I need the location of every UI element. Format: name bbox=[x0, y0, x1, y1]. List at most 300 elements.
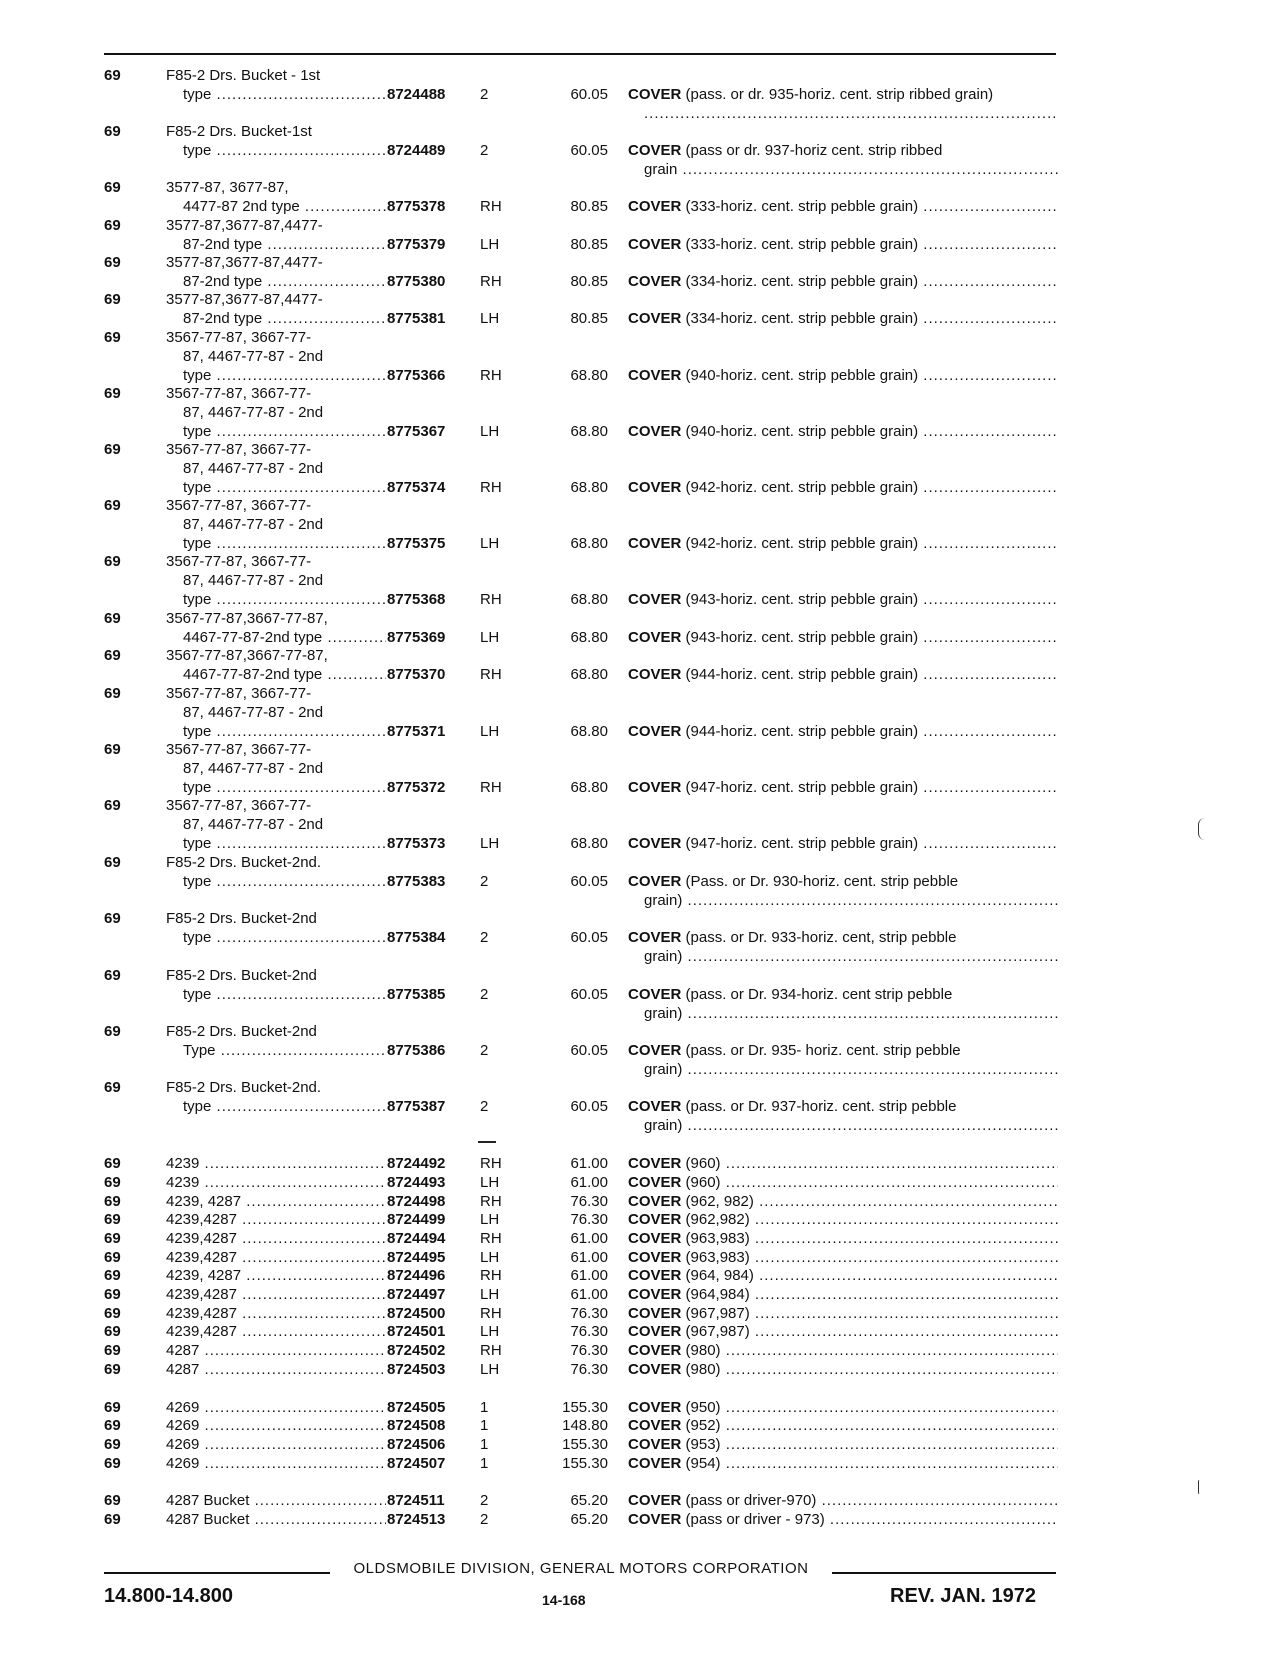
row-quantity: 2 bbox=[480, 86, 489, 103]
row-price: 61.00 bbox=[570, 1174, 608, 1191]
row-part-number: 8775387 bbox=[387, 1098, 446, 1115]
row-year: 69 bbox=[104, 329, 121, 346]
description-keyword: COVER bbox=[628, 273, 682, 290]
model-line: type ..... bbox=[166, 928, 386, 947]
description-text: (962,982) bbox=[685, 1211, 750, 1228]
row-model bbox=[166, 1248, 386, 1267]
description-keyword: COVER bbox=[628, 86, 682, 103]
description-text: grain) bbox=[644, 948, 683, 965]
row-price: 68.80 bbox=[570, 629, 608, 646]
description-line bbox=[628, 1435, 1058, 1454]
row-part-number: 8724488 bbox=[387, 86, 446, 103]
description-keyword: COVER bbox=[628, 1155, 682, 1172]
description-line bbox=[628, 928, 1058, 947]
row-year: 69 bbox=[104, 967, 121, 984]
scan-speck bbox=[1198, 818, 1205, 840]
row-quantity: LH bbox=[480, 1211, 500, 1228]
model-line: type ..... bbox=[166, 985, 386, 1004]
row-part-number: 8775386 bbox=[387, 1042, 446, 1059]
description-line bbox=[628, 985, 1058, 1004]
description-keyword: COVER bbox=[628, 835, 682, 852]
description-text: (960) bbox=[685, 1174, 721, 1191]
row-year: 69 bbox=[104, 1155, 121, 1172]
model-line: 87-2nd type ..... bbox=[166, 235, 386, 254]
row-quantity: RH bbox=[480, 479, 502, 496]
row-part-number: 8724507 bbox=[387, 1455, 446, 1472]
description-keyword: COVER bbox=[628, 929, 682, 946]
description-text: grain bbox=[644, 161, 678, 178]
description-line bbox=[628, 628, 1058, 647]
description-line bbox=[628, 1004, 1058, 1023]
row-description bbox=[628, 1341, 1058, 1360]
row-year: 69 bbox=[104, 1305, 121, 1322]
description-keyword: COVER bbox=[628, 1305, 682, 1322]
description-keyword: COVER bbox=[628, 1361, 682, 1378]
table-row bbox=[0, 966, 1284, 1026]
description-text: (pass. or dr. 935-horiz. cent. strip ribbed grain) bbox=[685, 86, 994, 103]
row-price: 80.85 bbox=[570, 236, 608, 253]
row-part-number: 8775375 bbox=[387, 535, 446, 552]
description-keyword: COVER bbox=[628, 1323, 682, 1340]
row-price: 61.00 bbox=[570, 1155, 608, 1172]
row-year: 69 bbox=[104, 1323, 121, 1340]
row-price: 65.20 bbox=[570, 1492, 608, 1509]
row-model bbox=[166, 1285, 386, 1304]
row-model bbox=[166, 178, 386, 216]
row-quantity: LH bbox=[480, 236, 500, 253]
model-line: 4287 Bucket ..... bbox=[166, 1510, 386, 1529]
row-year: 69 bbox=[104, 441, 121, 458]
row-quantity: 2 bbox=[480, 929, 489, 946]
row-model bbox=[166, 384, 386, 441]
row-quantity: RH bbox=[480, 273, 502, 290]
description-keyword: COVER bbox=[628, 236, 682, 253]
description-line bbox=[628, 160, 1058, 179]
row-part-number: 8775367 bbox=[387, 423, 446, 440]
row-price: 76.30 bbox=[570, 1305, 608, 1322]
model-line: 4239,4287 ..... bbox=[166, 1285, 386, 1304]
row-description bbox=[628, 1248, 1058, 1267]
model-line: 87, 4467-77-87 - 2nd bbox=[183, 816, 324, 833]
model-line: 4269 ..... bbox=[166, 1398, 386, 1417]
model-line: F85-2 Drs. Bucket-2nd bbox=[166, 967, 317, 984]
model-line: 4239,4287 ..... bbox=[166, 1322, 386, 1341]
description-keyword: COVER bbox=[628, 986, 682, 1003]
quantity-dash bbox=[478, 1141, 496, 1143]
model-line: 4239, 4287 ..... bbox=[166, 1192, 386, 1211]
description-line bbox=[628, 872, 1058, 891]
model-line: 87, 4467-77-87 - 2nd bbox=[183, 404, 324, 421]
description-line bbox=[628, 1322, 1058, 1341]
description-line bbox=[628, 197, 1058, 216]
row-quantity: 2 bbox=[480, 1098, 489, 1115]
description-line bbox=[628, 1454, 1058, 1473]
row-quantity: RH bbox=[480, 1155, 502, 1172]
description-text: (943-horiz. cent. strip pebble grain) bbox=[685, 591, 919, 608]
description-line bbox=[628, 235, 1058, 254]
row-quantity: RH bbox=[480, 1342, 502, 1359]
description-text: (950) bbox=[685, 1399, 721, 1416]
row-description bbox=[628, 928, 1058, 966]
row-part-number: 8775366 bbox=[387, 367, 446, 384]
row-price: 61.00 bbox=[570, 1286, 608, 1303]
row-description bbox=[628, 366, 1058, 385]
model-line: 4477-87 2nd type ..... bbox=[166, 197, 386, 216]
description-text: (953) bbox=[685, 1436, 721, 1453]
row-description bbox=[628, 309, 1058, 328]
model-line: 3567-77-87, 3667-77- bbox=[166, 385, 312, 402]
row-model bbox=[166, 216, 386, 254]
row-year: 69 bbox=[104, 1399, 121, 1416]
description-line bbox=[628, 1304, 1058, 1323]
description-keyword: COVER bbox=[628, 1436, 682, 1453]
row-year: 69 bbox=[104, 385, 121, 402]
row-price: 61.00 bbox=[570, 1267, 608, 1284]
description-keyword: COVER bbox=[628, 142, 682, 159]
footer-revision: REV. JAN. 1972 bbox=[890, 1585, 1037, 1607]
row-part-number: 8724495 bbox=[387, 1249, 446, 1266]
model-line: F85-2 Drs. Bucket-2nd. bbox=[166, 1079, 322, 1096]
row-quantity: LH bbox=[480, 1361, 500, 1378]
row-year: 69 bbox=[104, 1267, 121, 1284]
row-quantity: RH bbox=[480, 591, 502, 608]
row-model bbox=[166, 740, 386, 797]
row-description bbox=[628, 1266, 1058, 1285]
model-line: type ..... bbox=[166, 834, 386, 853]
row-model bbox=[166, 1229, 386, 1248]
description-text: grain) bbox=[644, 1005, 683, 1022]
row-year: 69 bbox=[104, 685, 121, 702]
description-text: grain) bbox=[644, 1117, 683, 1134]
table-row bbox=[0, 1022, 1284, 1082]
row-model bbox=[166, 1173, 386, 1192]
row-model bbox=[166, 909, 386, 947]
row-description bbox=[628, 197, 1058, 216]
row-model bbox=[166, 66, 386, 104]
description-line bbox=[628, 534, 1058, 553]
model-line: 3577-87, 3677-87, bbox=[166, 179, 289, 196]
row-quantity: 2 bbox=[480, 1042, 489, 1059]
model-line: type ..... bbox=[166, 590, 386, 609]
row-description bbox=[628, 1173, 1058, 1192]
row-year: 69 bbox=[104, 1211, 121, 1228]
row-part-number: 8775372 bbox=[387, 779, 446, 796]
row-year: 69 bbox=[104, 1492, 121, 1509]
row-model bbox=[166, 1341, 386, 1360]
description-text: (980) bbox=[685, 1342, 721, 1359]
model-line: 87-2nd type ..... bbox=[166, 309, 386, 328]
table-row bbox=[0, 552, 1284, 612]
row-description bbox=[628, 1454, 1058, 1473]
row-price: 68.80 bbox=[570, 367, 608, 384]
row-year: 69 bbox=[104, 610, 121, 627]
model-line: 87, 4467-77-87 - 2nd bbox=[183, 516, 324, 533]
description-keyword: COVER bbox=[628, 1230, 682, 1247]
row-quantity: LH bbox=[480, 1174, 500, 1191]
description-line bbox=[628, 85, 1058, 104]
row-part-number: 8775378 bbox=[387, 198, 446, 215]
row-description bbox=[628, 1398, 1058, 1417]
row-price: 76.30 bbox=[570, 1361, 608, 1378]
model-line: 4239,4287 ..... bbox=[166, 1304, 386, 1323]
table-row bbox=[0, 384, 1284, 444]
row-quantity: RH bbox=[480, 367, 502, 384]
row-price: 68.80 bbox=[570, 723, 608, 740]
row-model bbox=[166, 496, 386, 553]
description-text: (964, 984) bbox=[685, 1267, 754, 1284]
description-line bbox=[628, 1341, 1058, 1360]
description-line bbox=[628, 104, 1058, 123]
row-description bbox=[628, 1041, 1058, 1079]
row-part-number: 8724497 bbox=[387, 1286, 446, 1303]
description-line bbox=[628, 1173, 1058, 1192]
row-year: 69 bbox=[104, 291, 121, 308]
table-row bbox=[0, 740, 1284, 800]
row-quantity: LH bbox=[480, 629, 500, 646]
description-keyword: COVER bbox=[628, 1511, 682, 1528]
row-price: 60.05 bbox=[570, 86, 608, 103]
row-part-number: 8724511 bbox=[387, 1492, 445, 1509]
model-line: 3567-77-87, 3667-77- bbox=[166, 553, 312, 570]
description-keyword: COVER bbox=[628, 310, 682, 327]
row-description bbox=[628, 665, 1058, 684]
description-text: (954) bbox=[685, 1455, 721, 1472]
row-description bbox=[628, 985, 1058, 1023]
row-part-number: 8775373 bbox=[387, 835, 446, 852]
description-line bbox=[628, 366, 1058, 385]
row-year: 69 bbox=[104, 123, 121, 140]
row-quantity: LH bbox=[480, 423, 500, 440]
row-price: 60.05 bbox=[570, 142, 608, 159]
description-line bbox=[628, 1360, 1058, 1379]
row-price: 148.80 bbox=[562, 1417, 608, 1434]
description-line bbox=[628, 1041, 1058, 1060]
description-line bbox=[628, 272, 1058, 291]
row-part-number: 8724506 bbox=[387, 1436, 446, 1453]
row-quantity: 2 bbox=[480, 873, 489, 890]
description-line bbox=[628, 478, 1058, 497]
model-line: 87, 4467-77-87 - 2nd bbox=[183, 348, 324, 365]
model-line: 3567-77-87, 3667-77- bbox=[166, 685, 312, 702]
row-model bbox=[166, 1510, 386, 1529]
row-price: 76.30 bbox=[570, 1193, 608, 1210]
description-text: (967,987) bbox=[685, 1305, 750, 1322]
row-year: 69 bbox=[104, 179, 121, 196]
row-quantity: LH bbox=[480, 535, 500, 552]
row-price: 60.05 bbox=[570, 873, 608, 890]
row-model bbox=[166, 1304, 386, 1323]
row-description bbox=[628, 235, 1058, 254]
model-line: type ..... bbox=[166, 872, 386, 891]
row-quantity: RH bbox=[480, 1230, 502, 1247]
row-part-number: 8775369 bbox=[387, 629, 446, 646]
row-quantity: LH bbox=[480, 1249, 500, 1266]
row-part-number: 8775370 bbox=[387, 666, 446, 683]
description-text: (943-horiz. cent. strip pebble grain) bbox=[685, 629, 919, 646]
row-description bbox=[628, 1491, 1058, 1510]
row-description bbox=[628, 272, 1058, 291]
row-model bbox=[166, 1398, 386, 1417]
row-description bbox=[628, 722, 1058, 741]
description-keyword: COVER bbox=[628, 1193, 682, 1210]
row-part-number: 8724489 bbox=[387, 142, 446, 159]
description-keyword: COVER bbox=[628, 1342, 682, 1359]
row-part-number: 8775371 bbox=[387, 723, 446, 740]
description-text: (952) bbox=[685, 1417, 721, 1434]
description-keyword: COVER bbox=[628, 1211, 682, 1228]
model-line: 4467-77-87-2nd type ..... bbox=[166, 665, 386, 684]
row-description bbox=[628, 1097, 1058, 1135]
row-model bbox=[166, 853, 386, 891]
row-quantity: RH bbox=[480, 198, 502, 215]
row-part-number: 8724500 bbox=[387, 1305, 446, 1322]
row-quantity: LH bbox=[480, 1323, 500, 1340]
row-description bbox=[628, 141, 1058, 179]
description-keyword: COVER bbox=[628, 1249, 682, 1266]
description-text: (940-horiz. cent. strip pebble grain) bbox=[685, 423, 919, 440]
footer-rule-left bbox=[104, 1572, 330, 1574]
description-text: (947-horiz. cent. strip pebble grain) bbox=[685, 779, 919, 796]
description-keyword: COVER bbox=[628, 591, 682, 608]
description-line bbox=[628, 422, 1058, 441]
description-text: (pass. or Dr. 935- horiz. cent. strip pebble bbox=[685, 1042, 961, 1059]
row-price: 68.80 bbox=[570, 591, 608, 608]
row-model bbox=[166, 440, 386, 497]
description-text: grain) bbox=[644, 892, 683, 909]
row-model bbox=[166, 646, 386, 684]
model-line: 4269 ..... bbox=[166, 1416, 386, 1435]
row-model bbox=[166, 122, 386, 160]
row-description bbox=[628, 1510, 1058, 1529]
row-part-number: 8724505 bbox=[387, 1399, 446, 1416]
table-row bbox=[0, 496, 1284, 556]
description-text: (967,987) bbox=[685, 1323, 750, 1340]
model-line: 4287 ..... bbox=[166, 1341, 386, 1360]
row-part-number: 8724498 bbox=[387, 1193, 446, 1210]
row-model bbox=[166, 1078, 386, 1116]
row-year: 69 bbox=[104, 1436, 121, 1453]
description-keyword: COVER bbox=[628, 1042, 682, 1059]
description-text: (pass. or Dr. 933-horiz. cent, strip pebble bbox=[685, 929, 957, 946]
row-price: 68.80 bbox=[570, 835, 608, 852]
row-year: 69 bbox=[104, 741, 121, 758]
footer-page-number: 14-168 bbox=[542, 1592, 586, 1608]
row-description bbox=[628, 1192, 1058, 1211]
row-quantity: LH bbox=[480, 835, 500, 852]
row-year: 69 bbox=[104, 797, 121, 814]
row-price: 155.30 bbox=[562, 1436, 608, 1453]
table-row bbox=[0, 328, 1284, 388]
description-text: (963,983) bbox=[685, 1230, 750, 1247]
description-line bbox=[628, 947, 1058, 966]
model-line: 4239,4287 ..... bbox=[166, 1248, 386, 1267]
description-keyword: COVER bbox=[628, 1174, 682, 1191]
row-part-number: 8775384 bbox=[387, 929, 446, 946]
row-quantity: 1 bbox=[480, 1399, 489, 1416]
row-price: 76.30 bbox=[570, 1323, 608, 1340]
description-keyword: COVER bbox=[628, 723, 682, 740]
model-line: 4239,4287 ..... bbox=[166, 1229, 386, 1248]
row-year: 69 bbox=[104, 1079, 121, 1096]
model-line: 4269 ..... bbox=[166, 1435, 386, 1454]
description-keyword: COVER bbox=[628, 779, 682, 796]
row-model bbox=[166, 1416, 386, 1435]
row-description bbox=[628, 872, 1058, 910]
row-price: 80.85 bbox=[570, 273, 608, 290]
model-line: 87-2nd type ..... bbox=[166, 272, 386, 291]
model-line: 87, 4467-77-87 - 2nd bbox=[183, 704, 324, 721]
row-part-number: 8724508 bbox=[387, 1417, 446, 1434]
description-keyword: COVER bbox=[628, 1492, 682, 1509]
description-text: (pass. or Dr. 937-horiz. cent. strip pebble bbox=[685, 1098, 957, 1115]
description-line bbox=[628, 1266, 1058, 1285]
row-year: 69 bbox=[104, 854, 121, 871]
scan-speck bbox=[1198, 1480, 1201, 1494]
table-row bbox=[0, 1078, 1284, 1138]
description-text: (940-horiz. cent. strip pebble grain) bbox=[685, 367, 919, 384]
description-line bbox=[628, 891, 1058, 910]
row-model bbox=[166, 1022, 386, 1060]
description-line bbox=[628, 1210, 1058, 1229]
model-line: 3567-77-87,3667-77-87, bbox=[166, 647, 328, 664]
model-line: type ..... bbox=[166, 422, 386, 441]
row-part-number: 8724492 bbox=[387, 1155, 446, 1172]
row-part-number: 8775385 bbox=[387, 986, 446, 1003]
row-description bbox=[628, 1154, 1058, 1173]
row-year: 69 bbox=[104, 1249, 121, 1266]
row-model bbox=[166, 552, 386, 609]
description-text: (333-horiz. cent. strip pebble grain) bbox=[685, 198, 919, 215]
row-year: 69 bbox=[104, 1342, 121, 1359]
row-year: 69 bbox=[104, 1193, 121, 1210]
table-row bbox=[0, 909, 1284, 969]
description-line bbox=[628, 590, 1058, 609]
model-line: Type ..... bbox=[166, 1041, 386, 1060]
model-line: 87, 4467-77-87 - 2nd bbox=[183, 760, 324, 777]
description-keyword: COVER bbox=[628, 367, 682, 384]
row-quantity: 2 bbox=[480, 986, 489, 1003]
model-line: 3577-87,3677-87,4477- bbox=[166, 291, 323, 308]
row-quantity: 1 bbox=[480, 1417, 489, 1434]
description-text: (962, 982) bbox=[685, 1193, 754, 1210]
row-description bbox=[628, 628, 1058, 647]
model-line: F85-2 Drs. Bucket-1st bbox=[166, 123, 312, 140]
row-model bbox=[166, 1322, 386, 1341]
row-description bbox=[628, 1360, 1058, 1379]
row-year: 69 bbox=[104, 1023, 121, 1040]
description-text: (334-horiz. cent. strip pebble grain) bbox=[685, 310, 919, 327]
row-model bbox=[166, 1266, 386, 1285]
description-text: (pass. or Dr. 934-horiz. cent strip pebble bbox=[685, 986, 953, 1003]
model-line: type ..... bbox=[166, 534, 386, 553]
row-price: 61.00 bbox=[570, 1249, 608, 1266]
table-row bbox=[0, 440, 1284, 500]
row-model bbox=[166, 609, 386, 647]
row-description bbox=[628, 422, 1058, 441]
description-line bbox=[628, 1416, 1058, 1435]
row-part-number: 8775374 bbox=[387, 479, 446, 496]
description-line bbox=[628, 1285, 1058, 1304]
description-line bbox=[628, 665, 1058, 684]
row-quantity: 2 bbox=[480, 1511, 489, 1528]
description-line bbox=[628, 1060, 1058, 1079]
row-part-number: 8775379 bbox=[387, 236, 446, 253]
row-model bbox=[166, 1210, 386, 1229]
description-text: (980) bbox=[685, 1361, 721, 1378]
row-part-number: 8724493 bbox=[387, 1174, 446, 1191]
table-row bbox=[0, 66, 1284, 126]
model-line: 3577-87,3677-87,4477- bbox=[166, 217, 323, 234]
